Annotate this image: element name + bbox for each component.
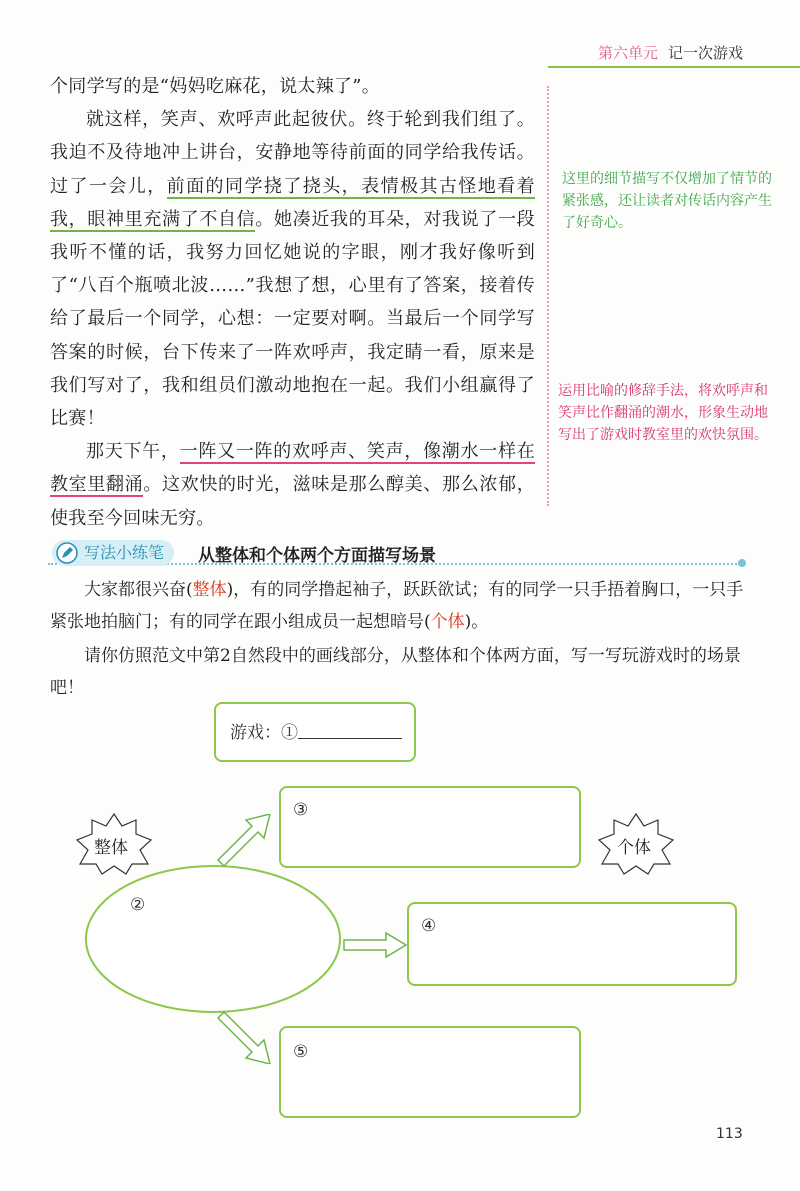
exercise-title: 从整体和个体两个方面描写场景 [198, 546, 436, 566]
example-text-a: 大家都很兴奋( [84, 580, 193, 600]
exercise-example [50, 574, 750, 638]
p3-text-a: 那天下午， [86, 441, 180, 463]
exercise-instruction: 请你仿照范文中第2自然段中的画线部分，从整体和个体两方面，写一写玩游戏时的场景吧！ [50, 646, 741, 698]
header-rule [548, 66, 800, 68]
example-text-b: )，有的同学撸起袖子，跃跃欲试；有的同学一只手捂着胸口，一只手紧张地拍脑门；有的同学在跟小组成员一起想暗号( [50, 580, 744, 632]
example-text-c: )。 [464, 612, 489, 632]
passage [50, 70, 535, 535]
exercise-badge: 写法小练笔 [52, 540, 174, 566]
margin-note-metaphor: 运用比喻的修辞手法，将欢呼声和笑声比作翻涌的潮水，形象生动地写出了游戏时教室里的欢快氛围。 [558, 383, 768, 443]
tag-individual: 个体 [430, 612, 465, 632]
number-3: ③ [293, 800, 309, 820]
p3-text-b: 。这欢快的时光，滋味是那么醇美、那么浓郁，使我至今回味无穷。 [50, 474, 535, 529]
game-name-blank[interactable] [298, 738, 402, 739]
p2-underlined-detail: 前面的同学挠了挠头，表情极其古怪地看着我，眼神里充满了不自信 [50, 175, 535, 230]
oval-2[interactable] [84, 864, 342, 1014]
box-5[interactable] [279, 1026, 581, 1118]
paragraph-2 [50, 103, 535, 435]
divider-end-dot [738, 559, 746, 567]
passage-line-first: 个同学写的是“妈妈吃麻花，说太辣了”。 [50, 76, 381, 97]
number-2: ② [130, 895, 146, 915]
tag-whole: 整体 [192, 580, 227, 600]
p2-text-a: 就这样，笑声、欢呼声此起彼伏。终于轮到我们组了。我迫不及待地冲上讲台，安静地等待前面的同学给我传话。过了一会儿， [50, 109, 535, 197]
arrow-to-box-5 [214, 1010, 274, 1064]
unit-label: 第六单元 [598, 44, 659, 62]
number-4: ④ [421, 916, 437, 936]
pen-icon [56, 542, 78, 564]
margin-divider [547, 86, 549, 506]
game-name-box[interactable] [214, 702, 416, 762]
margin-note-detail: 这里的细节描写不仅增加了情节的紧张感，还让读者对传话内容产生了好奇心。 [562, 171, 772, 231]
lesson-title: 记一次游戏 [668, 44, 744, 62]
arrow-to-box-4 [342, 930, 408, 960]
box-4[interactable] [407, 902, 737, 986]
game-label: 游戏：① [230, 723, 298, 743]
paragraph-3 [50, 435, 535, 535]
p2-text-b: 。她凑近我的耳朵，对我说了一段我听不懂的话，我努力回忆她说的字眼，刚才我好像听到了“八百个瓶喷北波……”我想了想，心里有了答案，接着传给了最后一个同学，心想：一定要对啊。当最后一个同学写答案的时候，台下传来了一阵欢呼声，我定睛一看，原来是我们写对了，我和组员们激动地抱在一起。我们小组赢得了比赛！ [50, 208, 535, 430]
p3-underlined-metaphor: 一阵又一阵的欢呼声、笑声，像潮水一样在教室里翻涌 [50, 441, 536, 496]
arrow-to-box-3 [214, 814, 274, 868]
number-5: ⑤ [293, 1042, 309, 1062]
individual-label: 个体 [617, 838, 651, 858]
page-number: 113 [716, 1126, 743, 1142]
box-3[interactable] [279, 786, 581, 868]
whole-label: 整体 [94, 838, 128, 858]
